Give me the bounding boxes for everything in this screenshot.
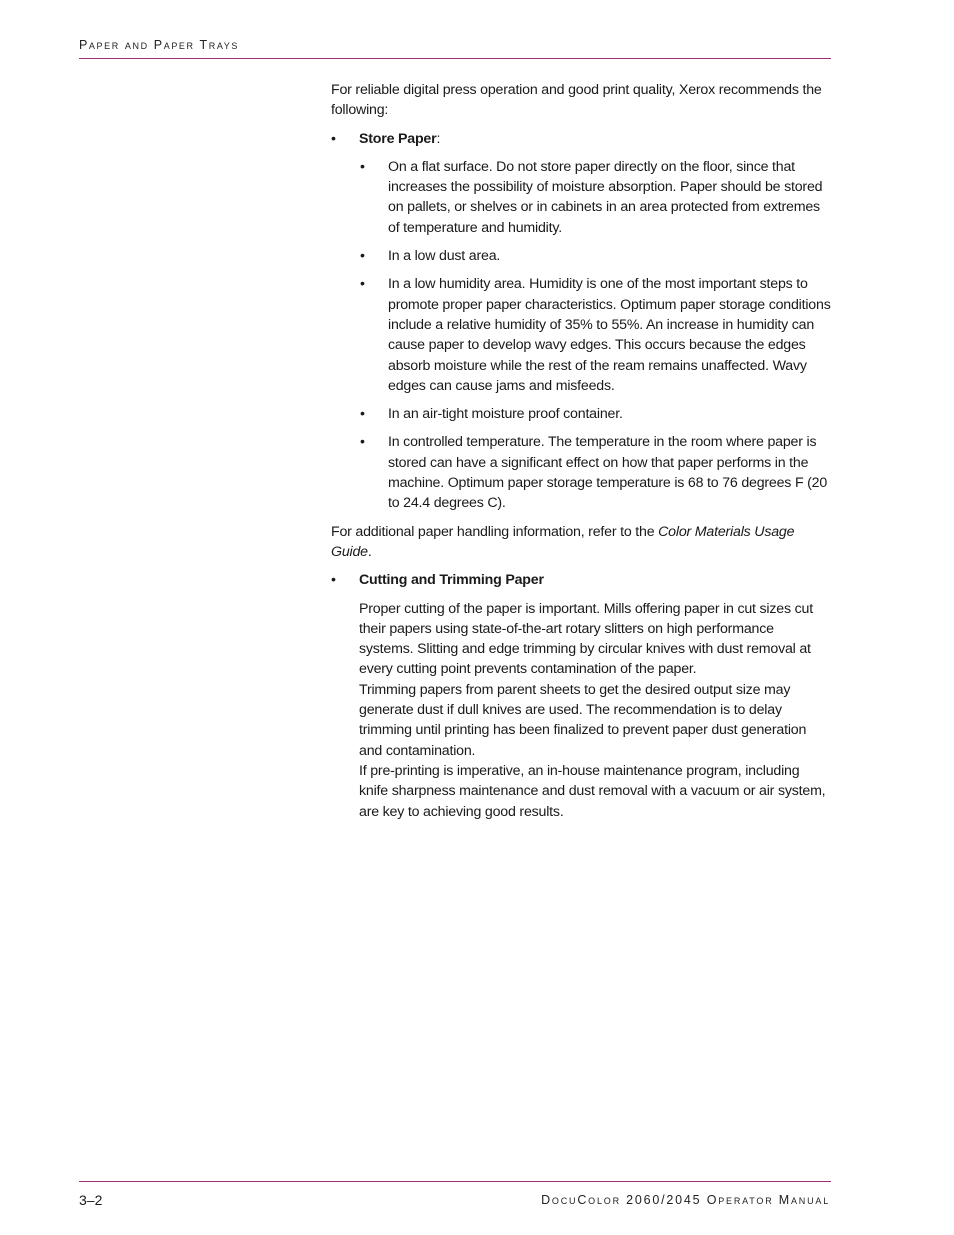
additional-info-prefix: For additional paper handling information, refer to the xyxy=(331,523,659,540)
cutting-label: Cutting and Trimming Paper xyxy=(359,572,544,589)
store-item xyxy=(331,157,831,238)
bullet-marker: • xyxy=(360,406,365,423)
store-item xyxy=(331,404,831,424)
store-paper-bullet xyxy=(331,129,831,149)
bullet-marker: • xyxy=(331,572,336,589)
running-header: Paper and Paper Trays xyxy=(79,38,239,52)
body-text xyxy=(331,80,831,822)
store-item xyxy=(331,274,831,396)
store-paper-label: Store Paper xyxy=(359,130,437,147)
store-item-text: In a low humidity area. Humidity is one of the most important steps to promote proper paper characteristics. Optimum paper storage conditions include a relative humidity of 35% to 55%. An increase in humidity can cause paper to develop wavy edges. This occurs because the edges absorb moisture while the rest of the ream remains unaffected. Wavy edges can cause jams and misfeeds. xyxy=(388,276,831,394)
store-item xyxy=(331,246,831,266)
footer-rule xyxy=(79,1181,831,1182)
bullet-marker: • xyxy=(360,158,365,175)
bullet-marker: • xyxy=(360,434,365,451)
footer-manual-title: DocuColor 2060/2045 Operator Manual xyxy=(541,1193,830,1207)
store-item-text: In an air-tight moisture proof container. xyxy=(388,406,623,423)
bullet-marker: • xyxy=(331,130,336,147)
cutting-paragraph: Trimming papers from parent sheets to get the desired output size may generate dust if dull knives are used. The recommendation is to delay trimming until printing has been finalized to prevent paper dust generation and contamination. xyxy=(359,681,807,759)
store-item-text: In a low dust area. xyxy=(388,248,501,265)
bullet-marker: • xyxy=(360,248,365,265)
store-item xyxy=(331,432,831,513)
cutting-bullet xyxy=(331,570,831,590)
header-rule xyxy=(79,58,831,59)
additional-info-paragraph xyxy=(331,522,831,563)
cutting-paragraph: Proper cutting of the paper is important. Mills offering paper in cut sizes cut their papers using state-of-the-art rotary slitters on high performance systems. Slitting and edge trimming by circular knives with dust removal at every cutting point prevents contamination of the paper. xyxy=(359,600,813,678)
bullet-marker: • xyxy=(360,276,365,293)
store-item-text: On a flat surface. Do not store paper directly on the floor, since that increases the possibility of moisture absorption. Paper should be stored on pallets, or shelves or in cabinets in an area protected from extremes of temperature and humidity. xyxy=(388,158,823,236)
additional-info-suffix: . xyxy=(367,543,372,560)
guide-title: Color Materials Usage Guide xyxy=(331,523,795,560)
cutting-paragraph: If pre-printing is imperative, an in-house maintenance program, including knife sharpness maintenance and dust removal with a vacuum or air system, are key to achieving good results. xyxy=(359,762,826,820)
intro-paragraph: For reliable digital press operation and good print quality, Xerox recommends the following: xyxy=(331,82,822,119)
store-paper-colon: : xyxy=(436,130,441,147)
store-item-text: In controlled temperature. The temperature in the room where paper is stored can have a significant effect on how that paper performs in the machine. Optimum paper storage temperature is 68 to 76 degrees F (20 to 24.4 degrees C). xyxy=(388,434,828,512)
page-number: 3–2 xyxy=(79,1192,103,1208)
